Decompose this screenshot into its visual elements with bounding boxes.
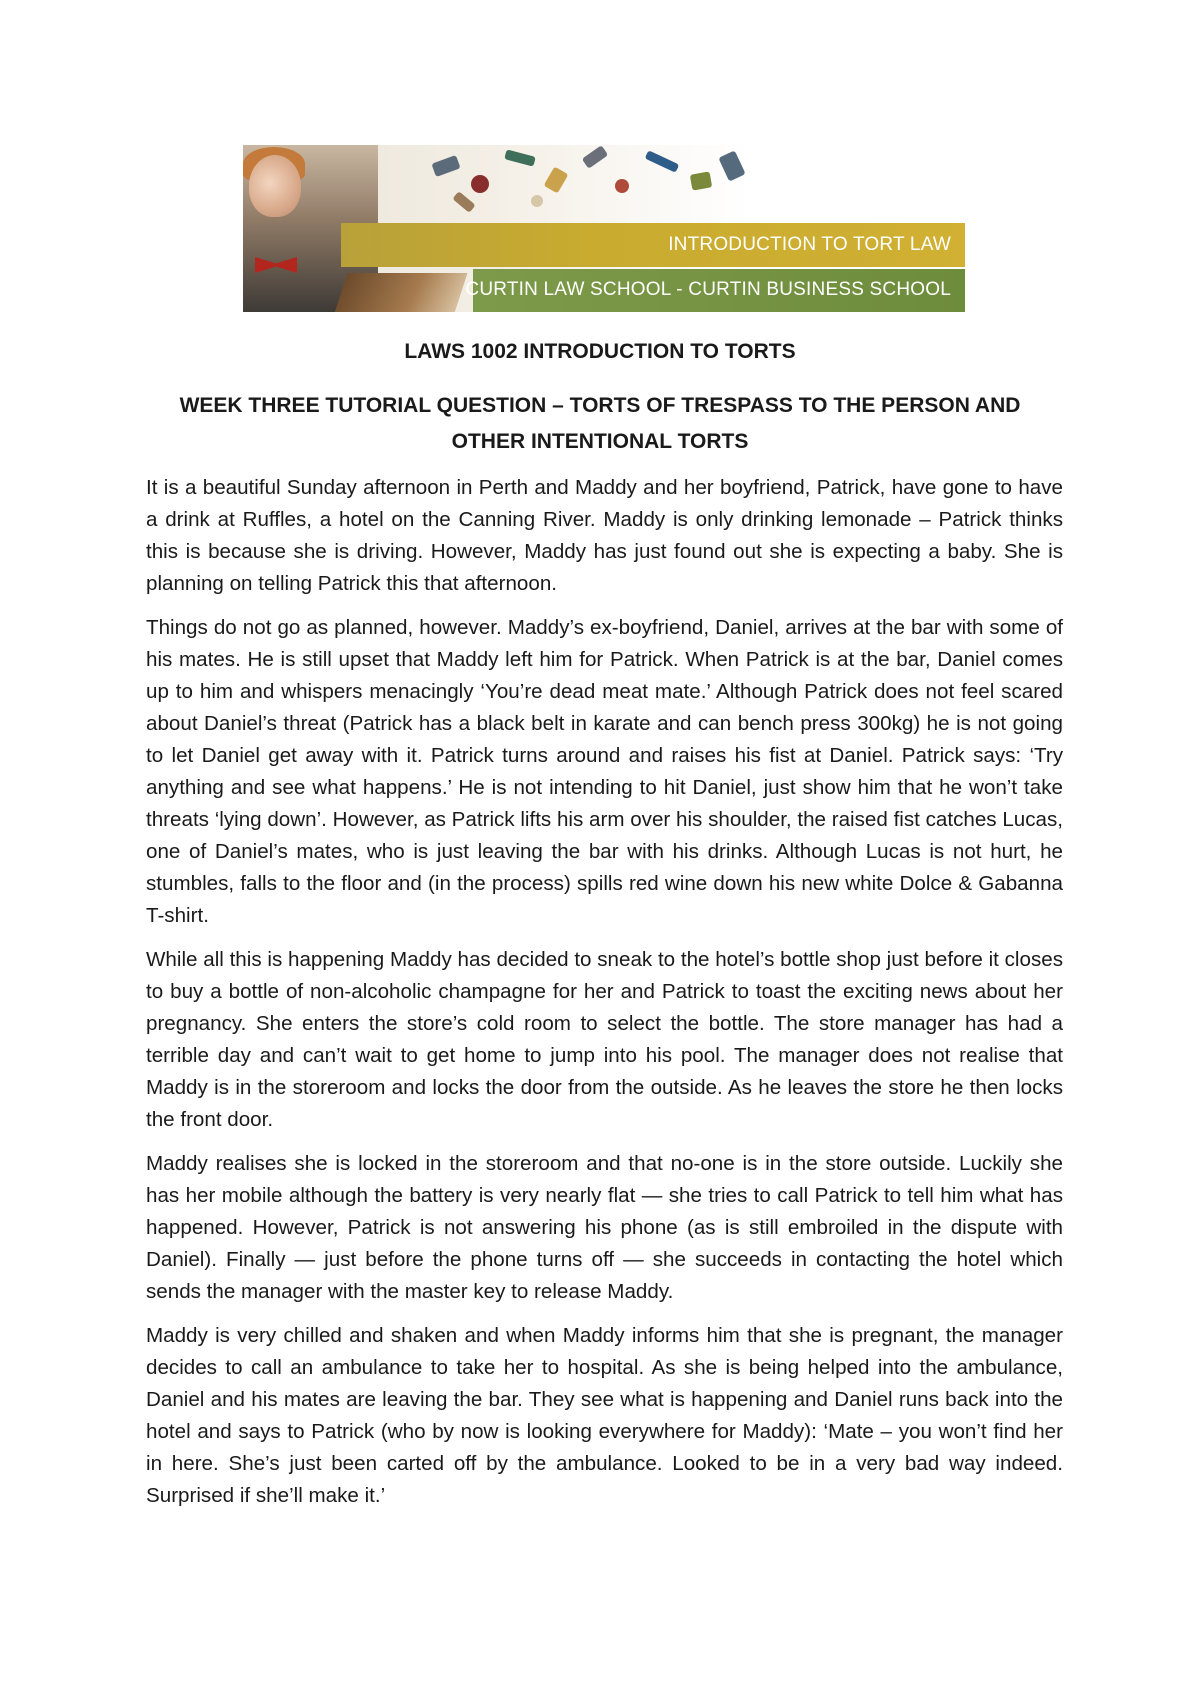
header-banner-image bbox=[243, 145, 965, 312]
tutorial-title: WEEK THREE TUTORIAL QUESTION – TORTS OF TRESPASS TO THE PERSON AND OTHER INTENTIONAL TORTS bbox=[179, 394, 1021, 453]
document-body bbox=[146, 472, 1063, 1524]
paragraph: Things do not go as planned, however. Maddy’s ex-boyfriend, Daniel, arrives at the bar with some of his mates. He is still upset that Maddy left him for Patrick. When Patrick is at the bar, Daniel comes up to him and whispers menacingly ‘You’re dead meat mate.’ Although Patrick does not feel scared about Daniel’s threat (Patrick has a black belt in karate and can bench press 300kg) he is not going to let Daniel get away with it. Patrick turns around and raises his fist at Daniel. Patrick says: ‘Try anything and see what happens.’ He is not intending to hit Daniel, just show him that he won’t take threats ‘lying down’. However, as Patrick lifts his arm over his shoulder, the raised fist catches Lucas, one of Daniel’s mates, who is just leaving the bar with his drinks. Although Lucas is not hurt, he stumbles, falls to the floor and (in the process) spills red wine down his new white Dolce & Gabanna T-shirt. bbox=[146, 616, 1063, 927]
banner-subtitle: CURTIN LAW SCHOOL - CURTIN BUSINESS SCHOOL bbox=[465, 279, 951, 300]
course-title: LAWS 1002 INTRODUCTION TO TORTS bbox=[404, 340, 796, 363]
paragraph: Maddy is very chilled and shaken and when Maddy informs him that she is pregnant, the manager decides to call an ambulance to take her to hospital. As she is being helped into the ambulance, Daniel and his mates are leaving the bar. They see what is happening and Daniel runs back into the hotel and says to Patrick (who by now is looking everywhere for Maddy): ‘Mate – you won’t find her in here. She’s just been carted off by the ambulance. Looked to be in a very bad way indeed. Surprised if she’ll make it.’ bbox=[146, 1324, 1063, 1507]
banner-title: INTRODUCTION TO TORT LAW bbox=[668, 234, 951, 255]
paragraph: It is a beautiful Sunday afternoon in Perth and Maddy and her boyfriend, Patrick, have gone to have a drink at Ruffles, a hotel on the Canning River. Maddy is only drinking lemonade – Patrick thinks this is because she is driving. However, Maddy has just found out she is expecting a baby. She is planning on telling Patrick this that afternoon. bbox=[146, 476, 1063, 595]
banner-head-shape bbox=[249, 155, 301, 217]
banner-book-shape bbox=[335, 273, 468, 312]
paragraph: While all this is happening Maddy has decided to sneak to the hotel’s bottle shop just before it closes to buy a bottle of non-alcoholic champagne for her and Patrick to toast the exciting news about her pregnancy. She enters the store’s cold room to select the bottle. The store manager has had a terrible day and can’t wait to get home to jump into his pool. The manager does not realise that Maddy is in the storeroom and locks the door from the outside. As he leaves the store he then locks the front door. bbox=[146, 948, 1063, 1131]
paragraph: Maddy realises she is locked in the storeroom and that no-one is in the store outside. Luckily she has her mobile although the battery is very nearly flat — she tries to call Patrick to tell him what has happened. However, Patrick is not answering his phone (as is still embroiled in the dispute with Daniel). Finally — just before the phone turns off — she succeeds in contacting the hotel which sends the manager with the master key to release Maddy. bbox=[146, 1152, 1063, 1303]
